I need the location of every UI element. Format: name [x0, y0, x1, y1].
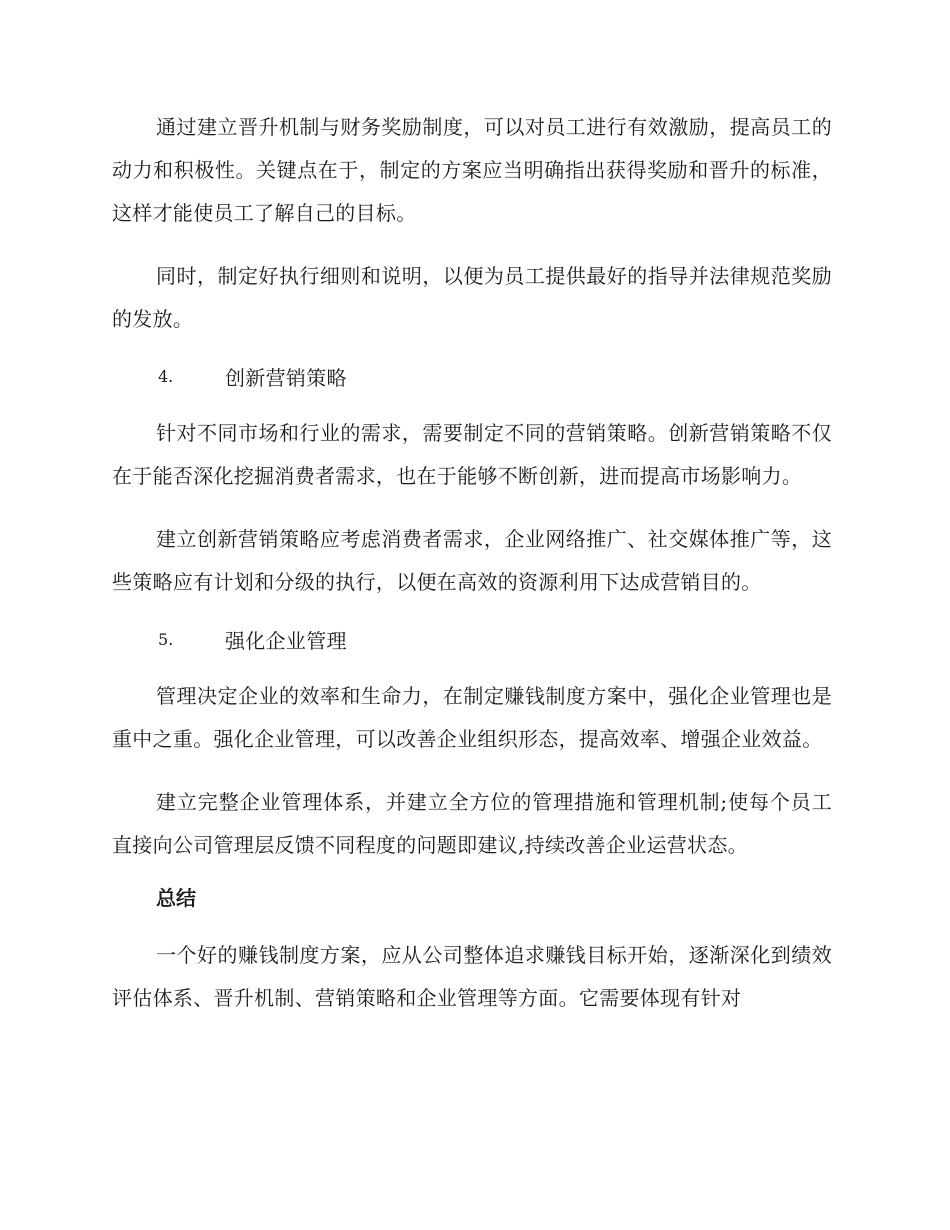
section-title: 强化企业管理 — [225, 629, 347, 653]
paragraph-management-system: 建立完整企业管理体系，并建立全方位的管理措施和管理机制;使每个员工直接向公司管理层反馈不同程度的问题即建议,持续改善企业运营状态。 — [112, 790, 832, 857]
paragraph-incentive: 通过建立晋升机制与财务奖励制度，可以对员工进行有效激励，提高员工的动力和积极性。关键点在于，制定的方案应当明确指出获得奖励和晋升的标准，这样才能使员工了解自己的目标。 — [112, 115, 832, 225]
summary-heading: 总结 — [156, 886, 196, 910]
section-title: 创新营销策略 — [225, 366, 347, 390]
paragraph-marketing-needs: 针对不同市场和行业的需求，需要制定不同的营销策略。创新营销策略不仅在于能否深化挖掘消费者需求，也在于能够不断创新，进而提高市场影响力。 — [112, 421, 832, 488]
section-heading-4 — [112, 355, 832, 398]
paragraph-execution-rules: 同时，制定好执行细则和说明，以便为员工提供最好的指导并法律规范奖励的发放。 — [112, 264, 832, 331]
section-number: 5. — [158, 630, 174, 649]
paragraph-management-importance: 管理决定企业的效率和生命力，在制定赚钱制度方案中，强化企业管理也是重中之重。强化企业管理，可以改善企业组织形态，提高效率、增强企业效益。 — [112, 684, 832, 751]
section-number: 4. — [158, 367, 174, 386]
paragraph-summary: 一个好的赚钱制度方案，应从公司整体追求赚钱目标开始，逐渐深化到绩效评估体系、晋升机制、营销策略和企业管理等方面。它需要体现有针对 — [112, 943, 832, 1010]
paragraph-marketing-plan: 建立创新营销策略应考虑消费者需求，企业网络推广、社交媒体推广等，这些策略应有计划和分级的执行，以便在高效的资源利用下达成营销目的。 — [112, 527, 832, 594]
document-body — [112, 106, 832, 1040]
section-heading-5 — [112, 618, 832, 661]
